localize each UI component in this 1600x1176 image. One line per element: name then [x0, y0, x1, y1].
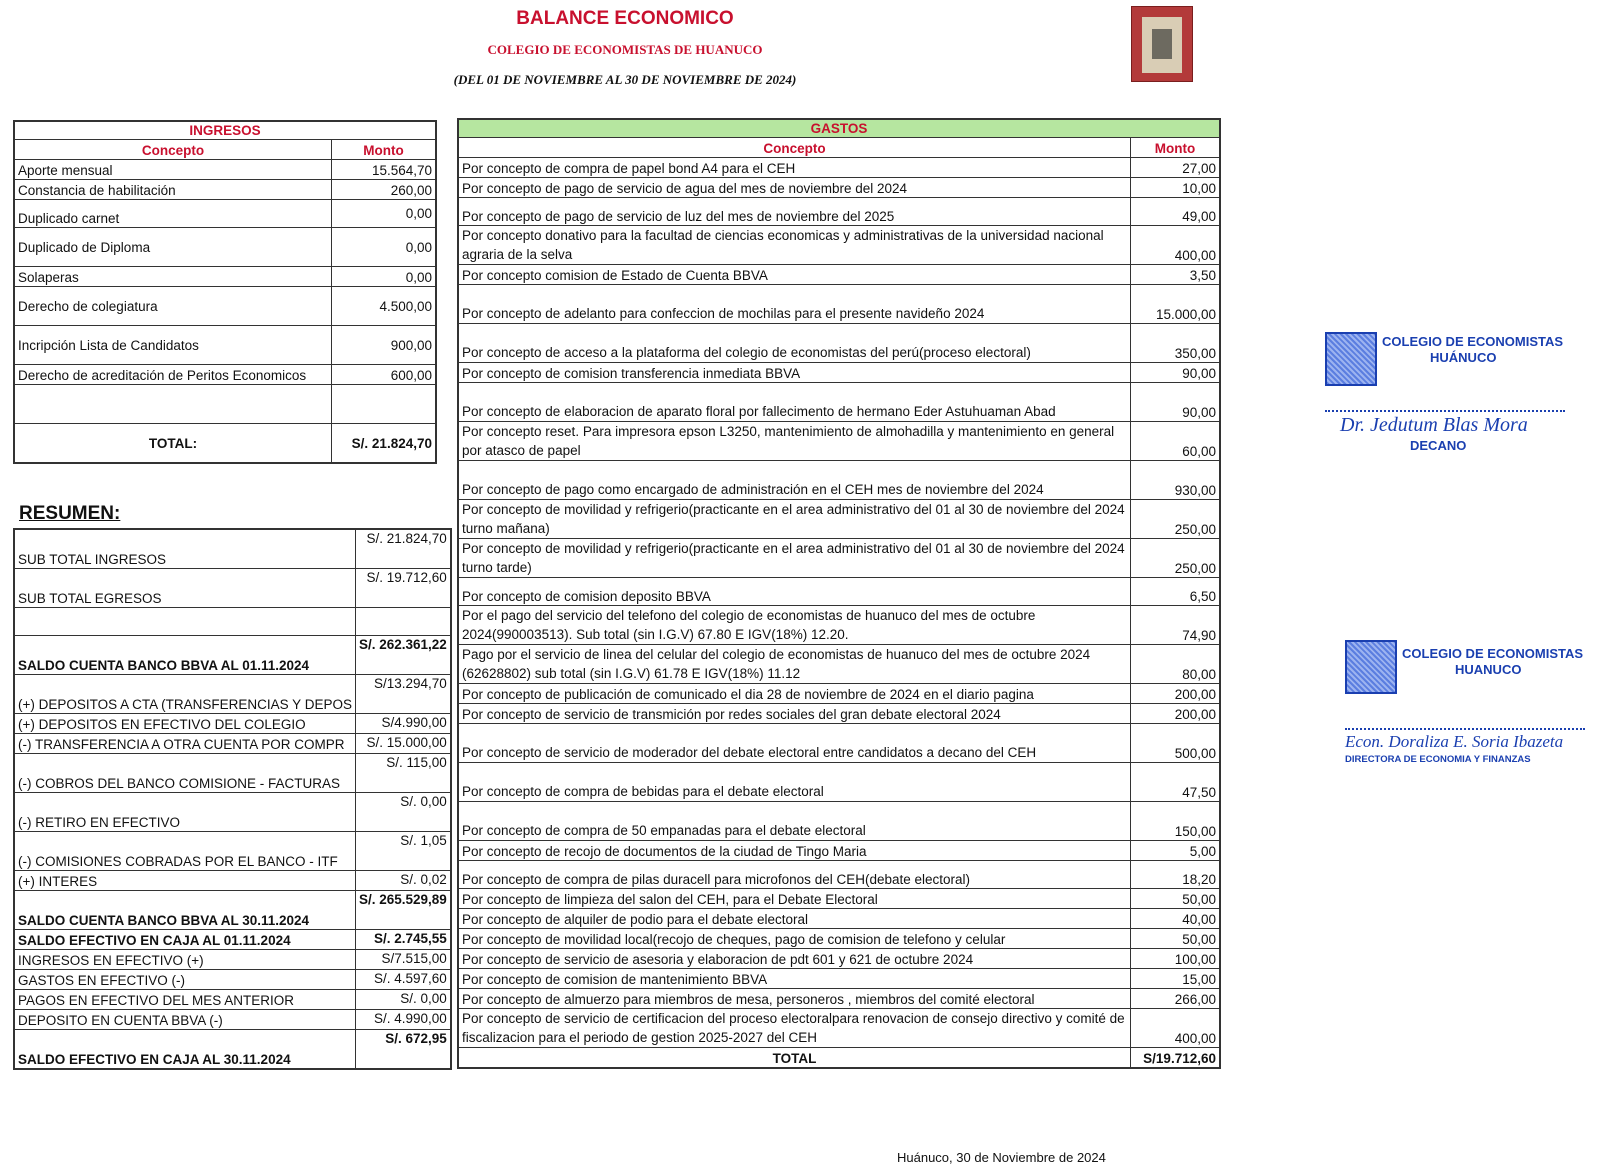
- concepto: Por concepto de pago como encargado de administración en el CEH mes de noviembre del 2024: [458, 461, 1131, 500]
- monto: 250,00: [1131, 539, 1221, 578]
- concepto: (-) RETIRO EN EFECTIVO: [14, 793, 355, 832]
- concepto: Por concepto de elaboracion de aparato floral por fallecimento de hermano Eder Astuhuaman Abad: [458, 383, 1131, 422]
- footer-date: Huánuco, 30 de Noviembre de 2024: [897, 1150, 1106, 1165]
- monto: 400,00: [1131, 1009, 1221, 1048]
- concepto: (+) INTERES: [14, 871, 355, 891]
- concepto: Derecho de acreditación de Peritos Economicos: [14, 365, 332, 385]
- table-row: [458, 422, 1220, 461]
- monto: 150,00: [1131, 802, 1221, 841]
- ingresos-total-value: S/. 21.824,70: [332, 424, 437, 464]
- concepto: (-) TRANSFERENCIA A OTRA CUENTA POR COMPR: [14, 734, 355, 754]
- stamp-name: Dr. Jedutum Blas Mora: [1340, 414, 1528, 436]
- table-row: [14, 365, 436, 385]
- table-row: [14, 950, 451, 970]
- college-logo: [1131, 6, 1193, 82]
- monto: S/. 0,00: [355, 793, 450, 832]
- table-row: [14, 990, 451, 1010]
- monto: 930,00: [1131, 461, 1221, 500]
- concepto: [14, 608, 355, 636]
- monto: 900,00: [332, 326, 437, 365]
- stamp-city: HUANUCO: [1455, 662, 1522, 677]
- table-row: [458, 909, 1220, 929]
- monto: 600,00: [332, 365, 437, 385]
- stamp-role: DECANO: [1410, 438, 1467, 453]
- monto: 500,00: [1131, 724, 1221, 763]
- monto: 350,00: [1131, 324, 1221, 363]
- monto: 15,00: [1131, 969, 1221, 989]
- monto: 0,00: [332, 228, 437, 267]
- monto: 27,00: [1131, 158, 1221, 178]
- monto: S/7.515,00: [355, 950, 450, 970]
- concepto: Por concepto de pago de servicio de agua del mes de noviembre del 2024: [458, 178, 1131, 198]
- concepto: Pago por el servicio de linea del celular del colegio de economistas de huanuco del mes de octubre 2024 (62628802) sub total (sin I.G.V) 61.78 E IGV(18%) 11.12: [458, 645, 1131, 684]
- concepto: SALDO CUENTA BANCO BBVA AL 30.11.2024: [14, 891, 355, 930]
- table-row: [458, 285, 1220, 324]
- table-row: [14, 228, 436, 267]
- concepto: Aporte mensual: [14, 160, 332, 180]
- document-period: (DEL 01 DE NOVIEMBRE AL 30 DE NOVIEMBRE DE 2024): [453, 72, 797, 87]
- monto: 10,00: [1131, 178, 1221, 198]
- monto: S/. 19.712,60: [355, 569, 450, 608]
- concepto: Por concepto donativo para la facultad de ciencias economicas y administrativas de la universidad nacional agraria de la selva: [458, 226, 1131, 265]
- table-row: [458, 889, 1220, 909]
- total-row: [14, 424, 436, 464]
- table-row: [458, 461, 1220, 500]
- concepto: Por concepto de comision transferencia inmediata BBVA: [458, 363, 1131, 383]
- concepto: Por concepto de limpieza del salon del CEH, para el Debate Electoral: [458, 889, 1131, 909]
- concepto: Por concepto de compra de pilas duracell para microfonos del CEH(debate electoral): [458, 861, 1131, 889]
- table-row: [458, 158, 1220, 178]
- table-row: [458, 969, 1220, 989]
- concepto: Por concepto de alquiler de podio para el debate electoral: [458, 909, 1131, 929]
- monto: 260,00: [332, 180, 437, 200]
- table-row: [14, 714, 451, 734]
- monto: 60,00: [1131, 422, 1221, 461]
- monto: 250,00: [1131, 500, 1221, 539]
- concepto: (+) DEPOSITOS A CTA (TRANSFERENCIAS Y DEPOS: [14, 675, 355, 714]
- concepto: Por concepto de servicio de transmición por redes sociales del gran debate electoral 2024: [458, 704, 1131, 724]
- concepto: SUB TOTAL INGRESOS: [14, 529, 355, 569]
- concepto: Por concepto de comision de mantenimiento BBVA: [458, 969, 1131, 989]
- monto: 0,00: [332, 200, 437, 228]
- table-row: [14, 832, 451, 871]
- concepto: Incripción Lista de Candidatos: [14, 326, 332, 365]
- table-row: [14, 326, 436, 365]
- monto: 0,00: [332, 267, 437, 287]
- ingresos-total-label: TOTAL:: [14, 424, 332, 464]
- monto: S/. 15.000,00: [355, 734, 450, 754]
- monto: 15.564,70: [332, 160, 437, 180]
- monto: S/. 115,00: [355, 754, 450, 793]
- monto: 90,00: [1131, 363, 1221, 383]
- table-row: [458, 578, 1220, 606]
- monto: S/. 265.529,89: [355, 891, 450, 930]
- monto: S/13.294,70: [355, 675, 450, 714]
- concepto: Por concepto de almuerzo para miembros de mesa, personeros , miembros del comité electoral: [458, 989, 1131, 1009]
- monto: 5,00: [1131, 841, 1221, 861]
- concepto: Por concepto de pago de servicio de luz del mes de noviembre del 2025: [458, 198, 1131, 226]
- concepto: Por concepto reset. Para impresora epson L3250, mantenimiento de almohadilla y mantenimiento en general por atasco de papel: [458, 422, 1131, 461]
- table-row: [14, 970, 451, 990]
- table-row: [458, 841, 1220, 861]
- document-subtitle: COLEGIO DE ECONOMISTAS DE HUANUCO: [487, 42, 763, 57]
- monto: 200,00: [1131, 684, 1221, 704]
- stamp-name: Econ. Doraliza E. Soria Ibazeta: [1345, 732, 1564, 751]
- concepto: Duplicado de Diploma: [14, 228, 332, 267]
- monto: 74,90: [1131, 606, 1221, 645]
- table-row: [458, 198, 1220, 226]
- table-row: [458, 989, 1220, 1009]
- table-row-empty: [14, 385, 436, 424]
- concepto: PAGOS EN EFECTIVO DEL MES ANTERIOR: [14, 990, 355, 1010]
- table-row: [458, 324, 1220, 363]
- monto: S/. 672,95: [355, 1030, 450, 1070]
- concepto: DEPOSITO EN CUENTA BBVA (-): [14, 1010, 355, 1030]
- monto: S/. 2.745,55: [355, 930, 450, 950]
- table-row: [14, 1030, 451, 1070]
- table-row: [458, 363, 1220, 383]
- concepto: Por concepto de servicio de asesoria y elaboracion de pdt 601 y 621 de octubre 2024: [458, 949, 1131, 969]
- concepto: Por concepto de compra de papel bond A4 para el CEH: [458, 158, 1131, 178]
- table-row: [458, 684, 1220, 704]
- monto: 50,00: [1131, 889, 1221, 909]
- college-seal-icon: [1345, 640, 1397, 694]
- table-row: [458, 724, 1220, 763]
- table-row: [14, 891, 451, 930]
- concepto: Por concepto de publicación de comunicado el dia 28 de noviembre de 2024 en el diario pagina: [458, 684, 1131, 704]
- concepto: Por concepto de movilidad y refrigerio(practicante en el area administrativo del 01 al 30 de noviembre del 2024 turno tarde): [458, 539, 1131, 578]
- concepto: SALDO CUENTA BANCO BBVA AL 01.11.2024: [14, 636, 355, 675]
- concepto: Por concepto de servicio de certificacion del proceso electoralpara renovacion de consejo directivo y comité de fiscalizacion para el periodo de gestion 2025-2027 del CEH: [458, 1009, 1131, 1048]
- table-row: [14, 608, 451, 636]
- table-row: [14, 200, 436, 228]
- monto: 266,00: [1131, 989, 1221, 1009]
- concepto: Derecho de colegiatura: [14, 287, 332, 326]
- concepto: (-) COBROS DEL BANCO COMISIONE - FACTURAS: [14, 754, 355, 793]
- table-row: [14, 1010, 451, 1030]
- gastos-col-monto: Monto: [1131, 138, 1221, 158]
- table-row: [14, 636, 451, 675]
- monto: 40,00: [1131, 909, 1221, 929]
- table-row: [458, 704, 1220, 724]
- table-row: [14, 529, 451, 569]
- monto: 400,00: [1131, 226, 1221, 265]
- table-row: [14, 675, 451, 714]
- table-row: [458, 383, 1220, 422]
- monto: [355, 608, 450, 636]
- dean-stamp: [1320, 330, 1570, 460]
- concepto: Por concepto de movilidad y refrigerio(practicante en el area administrativo del 01 al 30 de noviembre del 2024 turno mañana): [458, 500, 1131, 539]
- table-row: [14, 267, 436, 287]
- table-row: [458, 1009, 1220, 1048]
- resumen-title: RESUMEN:: [19, 503, 121, 524]
- concepto: Por concepto de compra de bebidas para el debate electoral: [458, 763, 1131, 802]
- gastos-title: GASTOS: [458, 119, 1220, 138]
- monto: S/. 4.990,00: [355, 1010, 450, 1030]
- ingresos-title: INGRESOS: [14, 121, 436, 140]
- monto: 15.000,00: [1131, 285, 1221, 324]
- concepto: SALDO EFECTIVO EN CAJA AL 30.11.2024: [14, 1030, 355, 1070]
- concepto: Duplicado carnet: [14, 200, 332, 228]
- college-seal-icon: [1325, 332, 1377, 386]
- monto: 3,50: [1131, 265, 1221, 285]
- ingresos-table: [13, 120, 437, 464]
- monto: S/. 21.824,70: [355, 529, 450, 569]
- resumen-table: [13, 528, 452, 1070]
- ingresos-col-monto: Monto: [332, 140, 437, 160]
- concepto: (-) COMISIONES COBRADAS POR EL BANCO - ITF: [14, 832, 355, 871]
- monto: S/. 1,05: [355, 832, 450, 871]
- monto: 6,50: [1131, 578, 1221, 606]
- monto: S/. 262.361,22: [355, 636, 450, 675]
- table-row: [458, 500, 1220, 539]
- ingresos-col-concepto: Concepto: [14, 140, 332, 160]
- table-row: [14, 160, 436, 180]
- table-row: [14, 569, 451, 608]
- monto: S/. 0,02: [355, 871, 450, 891]
- concepto: SALDO EFECTIVO EN CAJA AL 01.11.2024: [14, 930, 355, 950]
- table-row: [14, 793, 451, 832]
- gastos-total-value: S/19.712,60: [1131, 1048, 1221, 1069]
- table-row: [14, 734, 451, 754]
- concepto: Por concepto de comision deposito BBVA: [458, 578, 1131, 606]
- stamp-city: HUÁNUCO: [1430, 350, 1497, 365]
- table-row: [458, 265, 1220, 285]
- concepto: Por el pago del servicio del telefono del colegio de economistas de huanuco del mes de octubre 2024(990003513). Sub total (sin I.G.V) 67.80 E IGV(18%) 12.20.: [458, 606, 1131, 645]
- stamp-org: COLEGIO DE ECONOMISTAS: [1382, 334, 1564, 349]
- table-row: [458, 226, 1220, 265]
- monto: 90,00: [1131, 383, 1221, 422]
- table-row: [458, 763, 1220, 802]
- monto: S/. 4.597,60: [355, 970, 450, 990]
- table-row: [458, 645, 1220, 684]
- table-row: [14, 287, 436, 326]
- table-row: [458, 949, 1220, 969]
- gastos-table: [457, 118, 1221, 1069]
- monto: 50,00: [1131, 929, 1221, 949]
- document-title: BALANCE ECONOMICO: [516, 8, 734, 29]
- table-row: [458, 929, 1220, 949]
- concepto: GASTOS EN EFECTIVO (-): [14, 970, 355, 990]
- concepto: Por concepto de acceso a la plataforma del colegio de economistas del perú(proceso electoral): [458, 324, 1131, 363]
- gastos-total-label: TOTAL: [458, 1048, 1131, 1069]
- concepto: Por concepto de movilidad local(recojo de cheques, pago de comision de telefono y celular: [458, 929, 1131, 949]
- concepto: (+) DEPOSITOS EN EFECTIVO DEL COLEGIO: [14, 714, 355, 734]
- monto: 18,20: [1131, 861, 1221, 889]
- monto: 100,00: [1131, 949, 1221, 969]
- director-stamp: [1340, 640, 1595, 780]
- table-row: [458, 861, 1220, 889]
- stamp-role: DIRECTORA DE ECONOMIA Y FINANZAS: [1345, 754, 1531, 765]
- concepto: Constancia de habilitación: [14, 180, 332, 200]
- monto: 49,00: [1131, 198, 1221, 226]
- table-row: [14, 754, 451, 793]
- concepto: INGRESOS EN EFECTIVO (+): [14, 950, 355, 970]
- concepto: Por concepto de servicio de moderador del debate electoral entre candidatos a decano del CEH: [458, 724, 1131, 763]
- gastos-col-concepto: Concepto: [458, 138, 1131, 158]
- stamp-org: COLEGIO DE ECONOMISTAS: [1402, 646, 1584, 661]
- concepto: Solaperas: [14, 267, 332, 287]
- table-row: [14, 930, 451, 950]
- total-row: [458, 1048, 1220, 1069]
- monto: S/4.990,00: [355, 714, 450, 734]
- table-row: [458, 606, 1220, 645]
- table-row: [458, 178, 1220, 198]
- monto: 200,00: [1131, 704, 1221, 724]
- monto: 80,00: [1131, 645, 1221, 684]
- table-row: [458, 539, 1220, 578]
- concepto: Por concepto de recojo de documentos de la ciudad de Tingo Maria: [458, 841, 1131, 861]
- concepto: Por concepto comision de Estado de Cuenta BBVA: [458, 265, 1131, 285]
- table-row: [14, 871, 451, 891]
- table-row: [458, 802, 1220, 841]
- monto: 4.500,00: [332, 287, 437, 326]
- table-row: [14, 180, 436, 200]
- monto: S/. 0,00: [355, 990, 450, 1010]
- monto: 47,50: [1131, 763, 1221, 802]
- concepto: Por concepto de adelanto para confeccion de mochilas para el presente navideño 2024: [458, 285, 1131, 324]
- concepto: SUB TOTAL EGRESOS: [14, 569, 355, 608]
- concepto: Por concepto de compra de 50 empanadas para el debate electoral: [458, 802, 1131, 841]
